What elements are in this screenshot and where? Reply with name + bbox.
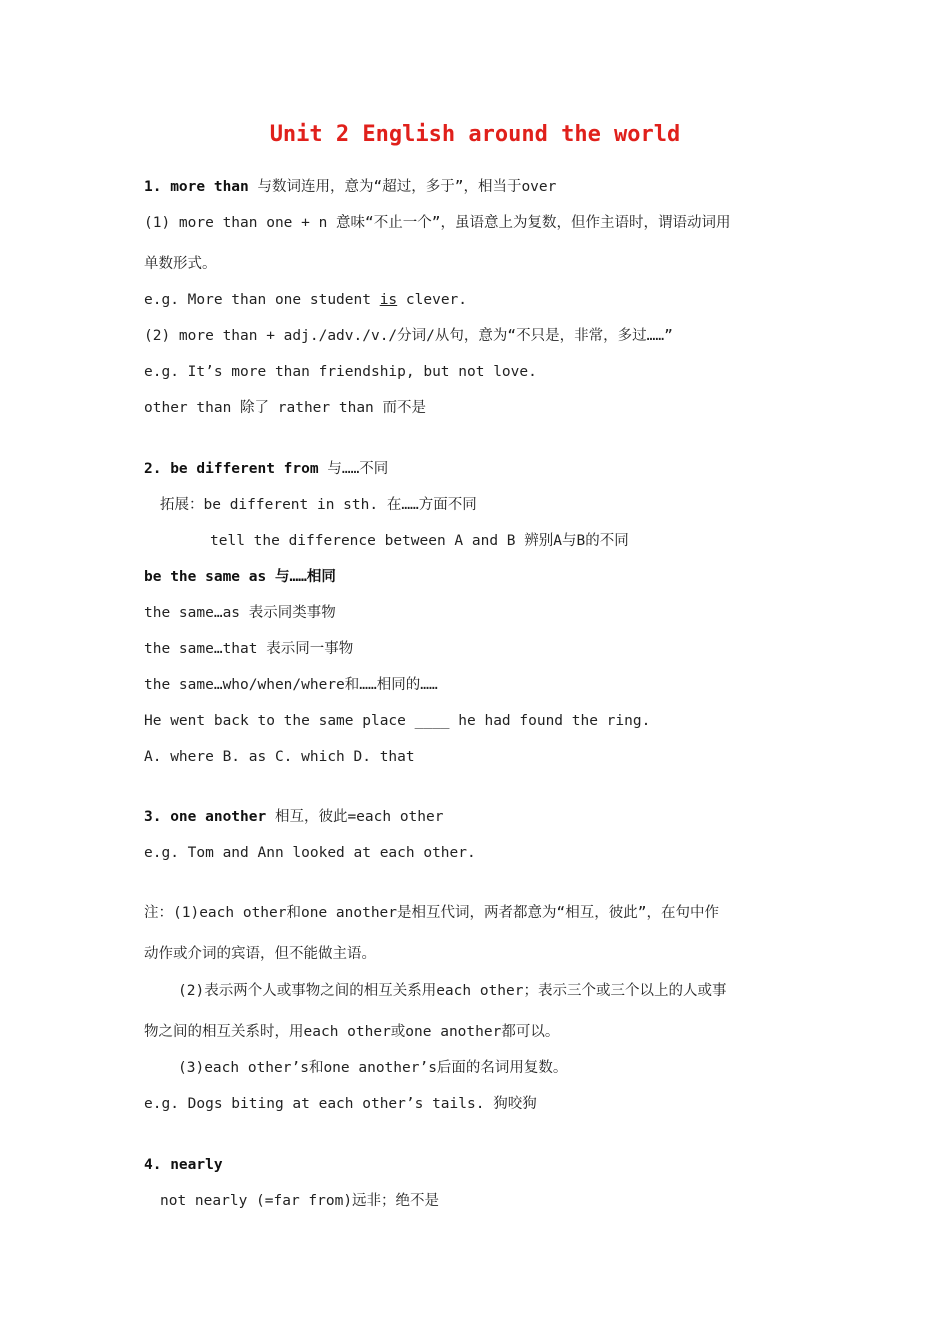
s1-example-2: e.g. It’s more than friendship, but not love. bbox=[144, 364, 537, 380]
s1-point-1-line-a: (1) more than one + n 意味“不止一个”，虽语意上为复数，但作主语时，谓语动词用 bbox=[144, 215, 731, 231]
s3-example: e.g. Tom and Ann looked at each other. bbox=[144, 845, 476, 861]
s2-same-2: the same…that 表示同一事物 bbox=[144, 641, 354, 657]
section-2-definition: 与……不同 bbox=[318, 461, 389, 477]
section-2-heading bbox=[144, 459, 388, 479]
s3-note-1-line-b: 动作或介词的宾语，但不能做主语。 bbox=[144, 946, 376, 962]
s2-options: A. where B. as C. which D. that bbox=[144, 749, 415, 765]
s2-extension-1: 拓展：be different in sth. 在……方面不同 bbox=[160, 497, 477, 513]
section-3-definition: 相互，彼此=each other bbox=[266, 809, 444, 825]
s1-other-than: other than 除了 rather than 而不是 bbox=[144, 400, 427, 416]
s1-example-1-post: clever. bbox=[397, 292, 468, 308]
s2-extension-2: tell the difference between A and B 辨别A与B的不同 bbox=[210, 533, 629, 549]
s1-example-1-underlined: is bbox=[379, 292, 398, 308]
s3-note-3: (3)each other’s和one another’s后面的名词用复数。 bbox=[178, 1060, 568, 1076]
section-1-definition: 与数词连用，意为“超过，多于”，相当于over bbox=[248, 179, 557, 195]
s1-example-1 bbox=[144, 290, 467, 310]
section-4-heading: 4. nearly bbox=[144, 1157, 223, 1173]
s2-same-1: the same…as 表示同类事物 bbox=[144, 605, 336, 621]
s3-note-2-line-b: 物之间的相互关系时，用each other或one another都可以。 bbox=[144, 1024, 560, 1040]
s1-example-1-pre: e.g. More than one student bbox=[144, 292, 380, 308]
s2-same-3: the same…who/when/where和……相同的…… bbox=[144, 677, 438, 693]
section-3-heading bbox=[144, 807, 443, 827]
s2-question: He went back to the same place ____ he had found the ring. bbox=[144, 713, 651, 729]
s4-line-1: not nearly (=far from)远非；绝不是 bbox=[160, 1193, 440, 1209]
s2-same-as-heading: be the same as 与……相同 bbox=[144, 569, 336, 585]
section-1-heading bbox=[144, 177, 556, 197]
s3-note-1-line-a: 注：(1)each other和one another是相互代词，两者都意为“相互，彼此”，在句中作 bbox=[144, 905, 719, 921]
s1-point-1-line-b: 单数形式。 bbox=[144, 256, 217, 272]
page-title: Unit 2 English around the world bbox=[269, 122, 681, 147]
section-2-term: 2. be different from bbox=[144, 461, 319, 477]
s1-point-2: (2) more than + adj./adv./v./分词/从句，意为“不只是，非常，多过……” bbox=[144, 328, 673, 344]
s3-example-2: e.g. Dogs biting at each other’s tails. 狗咬狗 bbox=[144, 1096, 537, 1112]
section-1-term: 1. more than bbox=[144, 179, 249, 195]
s3-note-2-line-a: (2)表示两个人或事物之间的相互关系用each other；表示三个或三个以上的人或事 bbox=[178, 983, 727, 999]
section-3-term: 3. one another bbox=[144, 809, 267, 825]
